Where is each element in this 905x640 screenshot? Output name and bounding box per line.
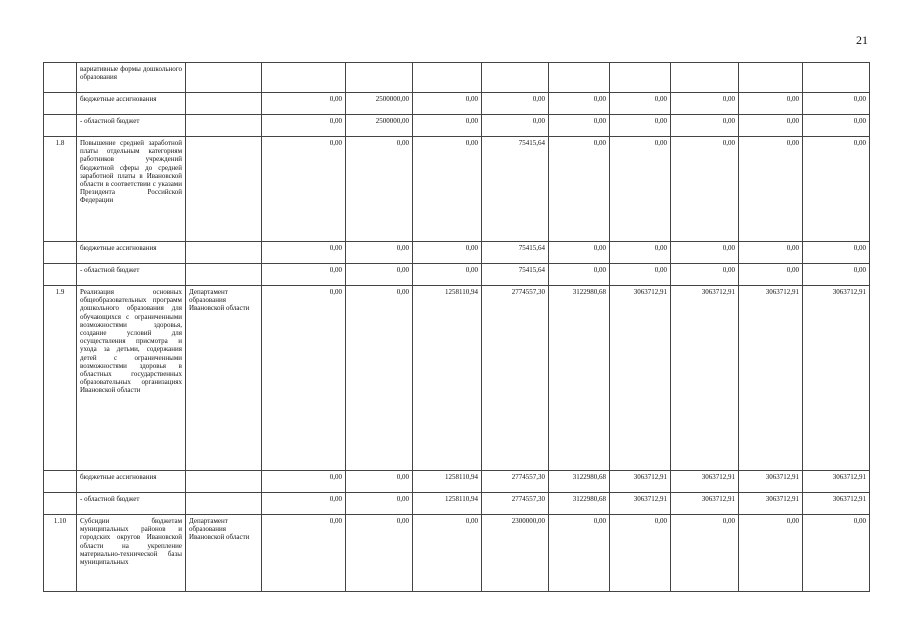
executor-cell: Департамент образования Ивановской области: [186, 515, 262, 592]
amount-cell: 3063712,91: [803, 471, 870, 493]
page-number: 21: [856, 33, 868, 47]
amount-cell: 75415,64: [482, 264, 549, 286]
amount-cell: 0,00: [262, 242, 346, 264]
amount-cell: 0,00: [739, 264, 803, 286]
amount-cell: 3122980,68: [549, 286, 610, 471]
amount-cell: [482, 63, 549, 93]
row-number-cell: 1.10: [44, 515, 77, 592]
row-name-cell: - областной бюджет: [77, 493, 186, 515]
amount-cell: 3063712,91: [739, 286, 803, 471]
table-row: [44, 286, 870, 471]
executor-cell: [186, 471, 262, 493]
amount-cell: 0,00: [803, 242, 870, 264]
amount-cell: 0,00: [803, 515, 870, 592]
executor-cell: [186, 493, 262, 515]
amount-cell: 0,00: [549, 515, 610, 592]
amount-cell: 2500000,00: [346, 93, 413, 115]
amount-cell: 0,00: [413, 264, 482, 286]
row-name-cell: Реализация основных общеобразовательных программ дошкольного образования для обучающихся с ограниченными возможностями здоровья, создание условий для осуществления присмотра и ухода за детьми, содержания детей с ограниченными возможностями здоровья в областных государственных образовательных организациях Ивановской области: [77, 286, 186, 471]
amount-cell: 0,00: [346, 286, 413, 471]
row-number-cell: [44, 471, 77, 493]
table-row: [44, 63, 870, 93]
amount-cell: 0,00: [482, 93, 549, 115]
executor-cell: [186, 63, 262, 93]
table-row: [44, 493, 870, 515]
amount-cell: 0,00: [549, 93, 610, 115]
amount-cell: 0,00: [803, 264, 870, 286]
amount-cell: 0,00: [610, 264, 671, 286]
amount-cell: 2500000,00: [346, 115, 413, 137]
table-row: [44, 137, 870, 242]
row-number-cell: [44, 63, 77, 93]
amount-cell: 2774557,30: [482, 471, 549, 493]
amount-cell: 2774557,30: [482, 286, 549, 471]
executor-cell: [186, 242, 262, 264]
amount-cell: [610, 63, 671, 93]
row-name-cell: бюджетные ассигнования: [77, 93, 186, 115]
amount-cell: 0,00: [262, 286, 346, 471]
row-name-cell: Субсидии бюджетам муниципальных районов и городских округов Ивановской области на укрепление материально-технической базы муниципальных: [77, 515, 186, 592]
amount-cell: 0,00: [262, 264, 346, 286]
row-number-cell: 1.8: [44, 137, 77, 242]
table-row: [44, 242, 870, 264]
table-row: [44, 471, 870, 493]
amount-cell: [413, 63, 482, 93]
amount-cell: [262, 63, 346, 93]
executor-cell: [186, 115, 262, 137]
amount-cell: 3063712,91: [671, 493, 739, 515]
amount-cell: 3063712,91: [671, 286, 739, 471]
amount-cell: 0,00: [346, 471, 413, 493]
row-number-cell: [44, 242, 77, 264]
row-number-cell: [44, 115, 77, 137]
amount-cell: 3063712,91: [610, 286, 671, 471]
executor-cell: Департамент образования Ивановской области: [186, 286, 262, 471]
amount-cell: 0,00: [262, 493, 346, 515]
amount-cell: 0,00: [739, 93, 803, 115]
executor-cell: [186, 93, 262, 115]
row-number-cell: [44, 93, 77, 115]
amount-cell: 0,00: [610, 242, 671, 264]
amount-cell: [346, 63, 413, 93]
amount-cell: 3122980,68: [549, 493, 610, 515]
amount-cell: 0,00: [739, 137, 803, 242]
table-row: [44, 93, 870, 115]
amount-cell: 2774557,30: [482, 493, 549, 515]
amount-cell: 0,00: [482, 115, 549, 137]
amount-cell: 3063712,91: [739, 471, 803, 493]
row-name-cell: вариативные формы дошкольного образования: [77, 63, 186, 93]
amount-cell: 3063712,91: [739, 493, 803, 515]
amount-cell: 0,00: [262, 137, 346, 242]
row-number-cell: 1.9: [44, 286, 77, 471]
row-number-cell: [44, 493, 77, 515]
amount-cell: 0,00: [610, 93, 671, 115]
amount-cell: 75415,64: [482, 137, 549, 242]
amount-cell: [739, 63, 803, 93]
amount-cell: 0,00: [610, 137, 671, 242]
amount-cell: 0,00: [803, 115, 870, 137]
amount-cell: 0,00: [739, 115, 803, 137]
table-row: [44, 115, 870, 137]
row-name-cell: - областной бюджет: [77, 264, 186, 286]
amount-cell: 3063712,91: [610, 471, 671, 493]
amount-cell: 0,00: [413, 93, 482, 115]
row-name-cell: Повышение средней заработной платы отдельным категориям работников учреждений бюджетной сферы до средней заработной платы в Ивановской области в соответствии с указами Президента Российской Федерации: [77, 137, 186, 242]
amount-cell: 0,00: [413, 115, 482, 137]
amount-cell: 0,00: [803, 93, 870, 115]
amount-cell: 0,00: [549, 137, 610, 242]
amount-cell: 0,00: [610, 115, 671, 137]
amount-cell: 0,00: [346, 493, 413, 515]
amount-cell: 75415,64: [482, 242, 549, 264]
row-name-cell: бюджетные ассигнования: [77, 242, 186, 264]
amount-cell: [803, 63, 870, 93]
amount-cell: 0,00: [739, 242, 803, 264]
amount-cell: 0,00: [671, 242, 739, 264]
executor-cell: [186, 137, 262, 242]
amount-cell: 0,00: [346, 137, 413, 242]
amount-cell: 0,00: [549, 115, 610, 137]
amount-cell: [671, 63, 739, 93]
amount-cell: 0,00: [739, 515, 803, 592]
amount-cell: 3063712,91: [610, 493, 671, 515]
amount-cell: 0,00: [346, 264, 413, 286]
amount-cell: 3122980,68: [549, 471, 610, 493]
amount-cell: 3063712,91: [803, 286, 870, 471]
amount-cell: 0,00: [413, 242, 482, 264]
amount-cell: 0,00: [671, 264, 739, 286]
row-number-cell: [44, 264, 77, 286]
amount-cell: 0,00: [413, 515, 482, 592]
amount-cell: 0,00: [346, 242, 413, 264]
amount-cell: 0,00: [413, 137, 482, 242]
amount-cell: 0,00: [549, 264, 610, 286]
row-name-cell: - областной бюджет: [77, 115, 186, 137]
amount-cell: 0,00: [262, 515, 346, 592]
amount-cell: 1258110,94: [413, 493, 482, 515]
amount-cell: 0,00: [262, 471, 346, 493]
amount-cell: 0,00: [262, 115, 346, 137]
amount-cell: 1258110,94: [413, 286, 482, 471]
executor-cell: [186, 264, 262, 286]
amount-cell: 0,00: [262, 93, 346, 115]
amount-cell: 3063712,91: [803, 493, 870, 515]
amount-cell: 0,00: [610, 515, 671, 592]
amount-cell: 1258110,94: [413, 471, 482, 493]
amount-cell: 0,00: [671, 115, 739, 137]
amount-cell: 0,00: [671, 515, 739, 592]
row-name-cell: бюджетные ассигнования: [77, 471, 186, 493]
amount-cell: 2300000,00: [482, 515, 549, 592]
amount-cell: 0,00: [671, 93, 739, 115]
amount-cell: 0,00: [671, 137, 739, 242]
amount-cell: 3063712,91: [671, 471, 739, 493]
amount-cell: 0,00: [346, 515, 413, 592]
table-row: [44, 515, 870, 592]
table-row: [44, 264, 870, 286]
amount-cell: [549, 63, 610, 93]
amount-cell: 0,00: [803, 137, 870, 242]
amount-cell: 0,00: [549, 242, 610, 264]
budget-table: [43, 62, 870, 592]
